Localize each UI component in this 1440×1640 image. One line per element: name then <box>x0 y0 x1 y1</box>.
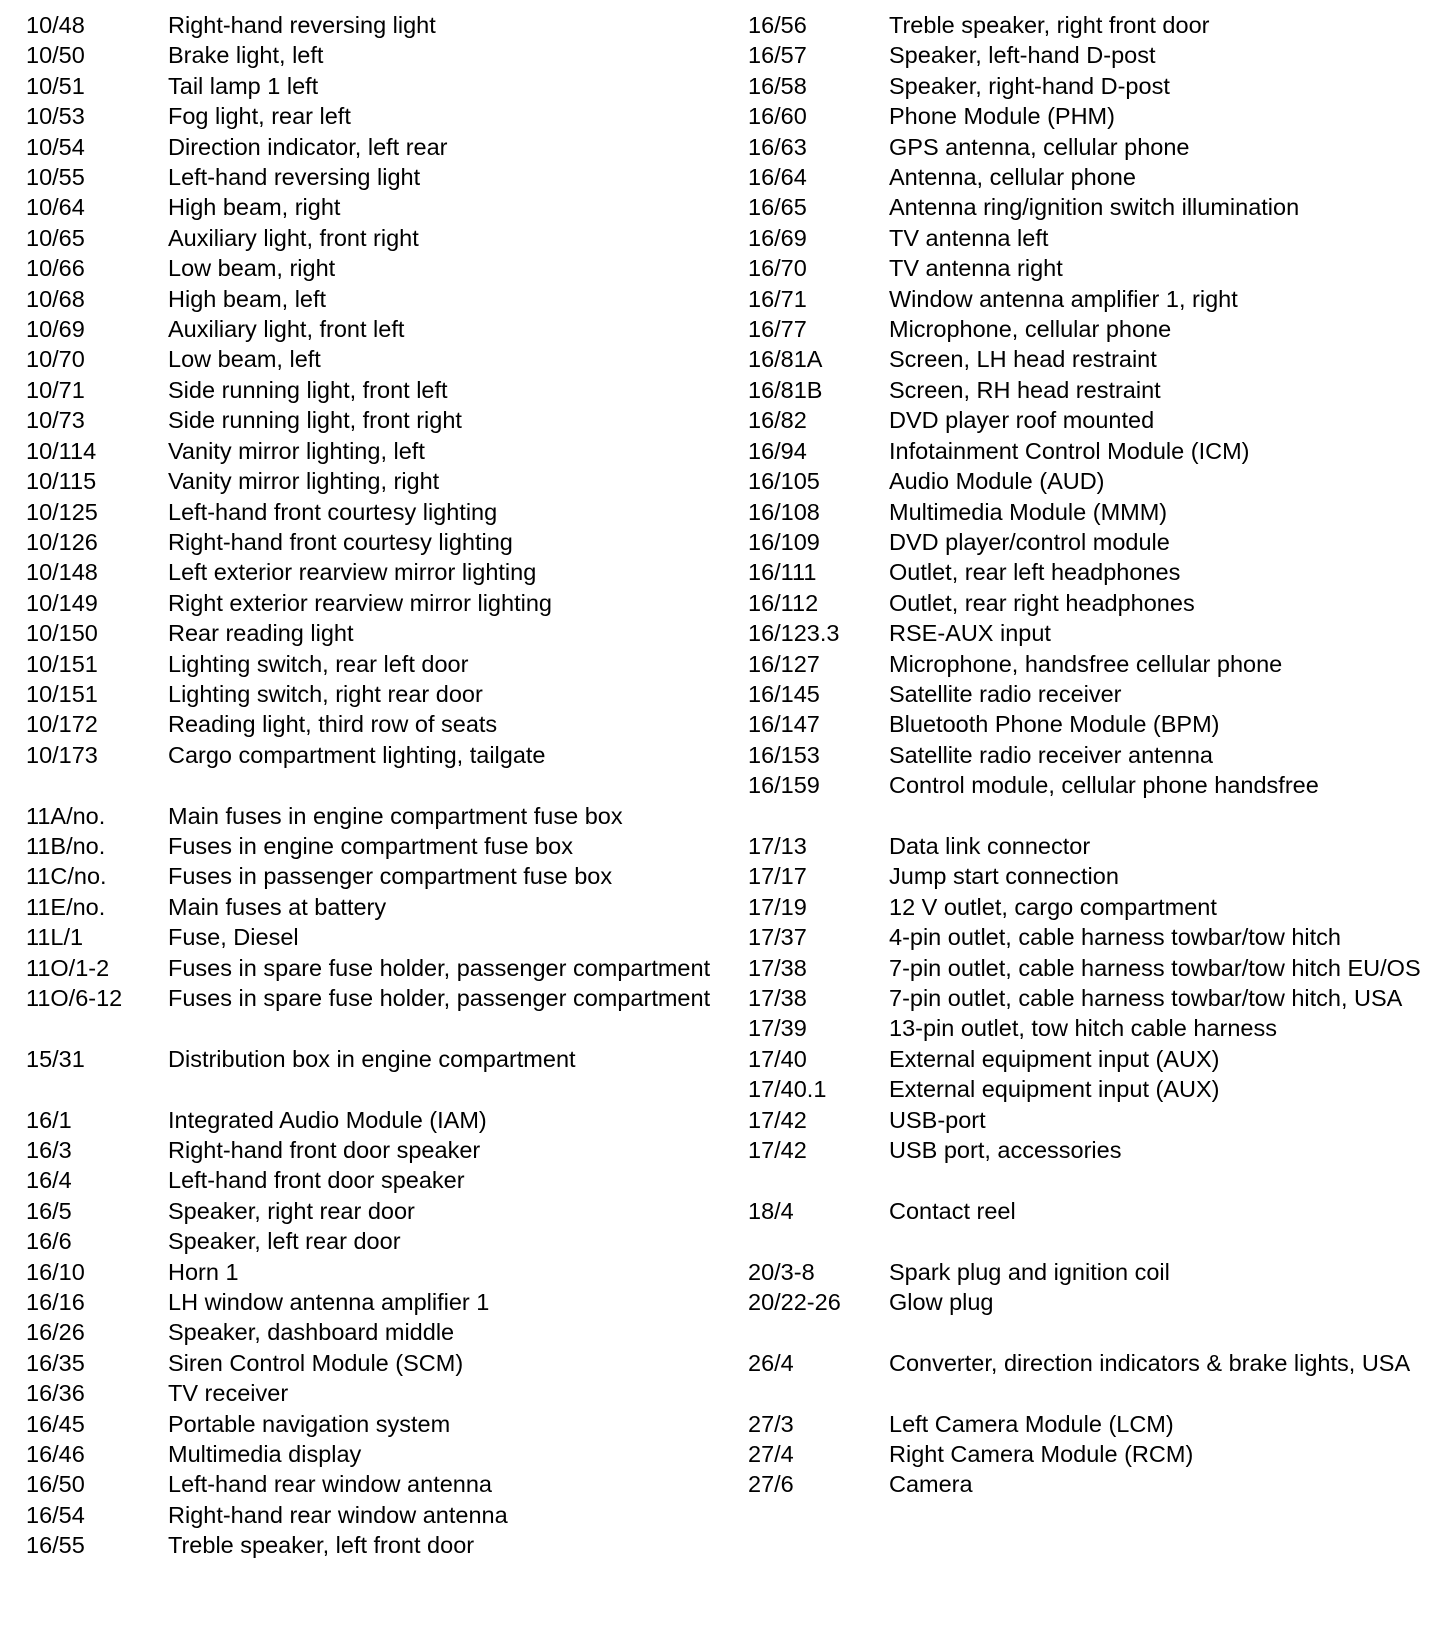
component-code: 17/38 <box>748 984 807 1011</box>
component-description: Fuse, Diesel <box>168 924 299 951</box>
component-entry <box>26 1135 726 1165</box>
component-description: Siren Control Module (SCM) <box>168 1349 464 1376</box>
component-code: 16/58 <box>748 72 807 99</box>
component-entry <box>26 192 726 222</box>
component-code: 17/40.1 <box>748 1076 827 1103</box>
component-code: 17/42 <box>748 1106 807 1133</box>
component-entry <box>26 344 726 374</box>
component-description: Fuses in engine compartment fuse box <box>168 832 573 859</box>
component-code: 10/69 <box>26 316 85 343</box>
component-description: External equipment input (AUX) <box>889 1045 1220 1072</box>
component-code: 16/81A <box>748 346 823 373</box>
component-code: 10/150 <box>26 620 98 647</box>
component-code: 16/10 <box>26 1258 85 1285</box>
component-entry <box>26 132 726 162</box>
component-entry <box>748 344 1428 374</box>
component-entry <box>748 1469 1428 1499</box>
component-entry <box>26 101 726 131</box>
component-description: Right-hand front courtesy lighting <box>168 528 513 555</box>
component-code: 16/145 <box>748 680 820 707</box>
section-spacer <box>748 801 1428 831</box>
component-entry <box>748 1196 1428 1226</box>
component-description: Right exterior rearview mirror lighting <box>168 589 552 616</box>
component-code: 17/39 <box>748 1015 807 1042</box>
component-code: 16/6 <box>26 1228 72 1255</box>
component-code: 16/71 <box>748 285 807 312</box>
component-description: USB port, accessories <box>889 1137 1122 1164</box>
component-entry <box>26 1378 726 1408</box>
component-description: Low beam, right <box>168 255 336 282</box>
component-code: 20/3-8 <box>748 1258 815 1285</box>
component-code: 16/147 <box>748 711 820 738</box>
component-code: 10/172 <box>26 711 98 738</box>
component-description: Side running light, front left <box>168 376 448 403</box>
section-spacer <box>748 1226 1428 1256</box>
component-entry <box>748 861 1428 891</box>
component-description: Speaker, left-hand D-post <box>889 42 1156 69</box>
component-entry <box>26 861 726 891</box>
component-entry <box>748 71 1428 101</box>
component-entry <box>748 40 1428 70</box>
component-code: 16/77 <box>748 316 807 343</box>
component-code: 16/45 <box>26 1410 85 1437</box>
component-code: 10/173 <box>26 741 98 768</box>
component-description: Microphone, cellular phone <box>889 316 1172 343</box>
component-code: 10/151 <box>26 650 98 677</box>
component-description: Treble speaker, right front door <box>889 12 1210 38</box>
component-code: 16/70 <box>748 255 807 282</box>
component-description: 7-pin outlet, cable harness towbar/tow hitch, USA <box>889 984 1403 1011</box>
component-entry <box>26 618 726 648</box>
component-code: 17/13 <box>748 832 807 859</box>
component-entry <box>748 223 1428 253</box>
component-description: Speaker, right rear door <box>168 1197 415 1224</box>
component-code: 16/3 <box>26 1136 72 1163</box>
component-description: 12 V outlet, cargo compartment <box>889 893 1217 920</box>
component-code: 16/64 <box>748 164 807 191</box>
component-entry <box>26 466 726 496</box>
component-description: 13-pin outlet, tow hitch cable harness <box>889 1015 1277 1042</box>
component-description: Contact reel <box>889 1197 1016 1224</box>
component-code: 16/111 <box>748 559 817 586</box>
section-spacer <box>26 1013 726 1043</box>
component-entry <box>748 10 1428 40</box>
component-code: 16/153 <box>748 741 820 768</box>
component-code: 10/71 <box>26 376 85 403</box>
component-description: 4-pin outlet, cable harness towbar/tow hitch <box>889 924 1341 951</box>
component-entry <box>26 405 726 435</box>
component-entry <box>26 1469 726 1499</box>
component-code: 16/65 <box>748 194 807 221</box>
component-description: High beam, right <box>168 194 341 221</box>
component-code: 16/159 <box>748 772 820 799</box>
component-code: 17/19 <box>748 893 807 920</box>
component-code: 16/57 <box>748 42 807 69</box>
component-entry <box>26 162 726 192</box>
component-description: Screen, LH head restraint <box>889 346 1157 373</box>
component-description: Low beam, left <box>168 346 321 373</box>
section-spacer <box>26 1074 726 1104</box>
component-entry <box>26 1044 726 1074</box>
component-entry <box>748 1409 1428 1439</box>
component-code: 10/54 <box>26 133 85 160</box>
component-description: Speaker, dashboard middle <box>168 1319 455 1346</box>
component-entry <box>748 892 1428 922</box>
component-code: 16/63 <box>748 133 807 160</box>
component-description: High beam, left <box>168 285 327 312</box>
component-code: 16/82 <box>748 407 807 434</box>
component-description: TV antenna right <box>889 255 1063 282</box>
component-description: External equipment input (AUX) <box>889 1076 1220 1103</box>
component-entry <box>748 101 1428 131</box>
component-entry <box>26 709 726 739</box>
component-code: 17/38 <box>748 954 807 981</box>
component-entry <box>748 314 1428 344</box>
component-description: Bluetooth Phone Module (BPM) <box>889 711 1220 738</box>
component-code: 11O/6-12 <box>26 984 123 1011</box>
component-entry <box>26 1257 726 1287</box>
component-description: Speaker, left rear door <box>168 1228 401 1255</box>
component-entry <box>748 709 1428 739</box>
component-code: 26/4 <box>748 1349 794 1376</box>
component-description: Vanity mirror lighting, left <box>168 437 425 464</box>
component-code: 10/53 <box>26 103 85 130</box>
component-description: Jump start connection <box>889 863 1119 890</box>
component-code: 11E/no. <box>26 893 106 920</box>
component-code: 16/46 <box>26 1441 85 1468</box>
component-code: 11A/no. <box>26 802 106 829</box>
component-code: 10/70 <box>26 346 85 373</box>
component-entry <box>26 1196 726 1226</box>
component-description: Multimedia display <box>168 1441 362 1468</box>
component-code: 10/64 <box>26 194 85 221</box>
component-entry <box>748 1287 1428 1317</box>
component-description: Lighting switch, rear left door <box>168 650 469 677</box>
component-code: 16/35 <box>26 1349 85 1376</box>
component-entry <box>748 618 1428 648</box>
component-code: 27/6 <box>748 1471 794 1498</box>
component-code: 10/151 <box>26 680 98 707</box>
left-column <box>26 10 726 1561</box>
component-entry <box>26 953 726 983</box>
component-entry <box>748 649 1428 679</box>
component-entry <box>748 1348 1428 1378</box>
component-description: Converter, direction indicators & brake lights, USA <box>889 1349 1411 1376</box>
component-code: 17/17 <box>748 863 807 890</box>
component-description: Left-hand reversing light <box>168 164 421 191</box>
component-description: Right-hand reversing light <box>168 12 436 38</box>
component-code: 10/126 <box>26 528 98 555</box>
component-description: RSE-AUX input <box>889 620 1051 647</box>
component-code: 10/149 <box>26 589 98 616</box>
component-description: Main fuses in engine compartment fuse box <box>168 802 623 829</box>
component-description: Integrated Audio Module (IAM) <box>168 1106 487 1133</box>
component-description: GPS antenna, cellular phone <box>889 133 1190 160</box>
component-entry <box>26 284 726 314</box>
component-entry <box>26 223 726 253</box>
component-description: Infotainment Control Module (ICM) <box>889 437 1250 464</box>
component-description: TV receiver <box>168 1380 289 1407</box>
component-entry <box>26 314 726 344</box>
component-code: 10/73 <box>26 407 85 434</box>
component-description: Camera <box>889 1471 973 1498</box>
component-entry <box>26 1409 726 1439</box>
component-entry <box>748 162 1428 192</box>
component-entry <box>748 1135 1428 1165</box>
component-code: 27/3 <box>748 1410 794 1437</box>
component-code: 16/5 <box>26 1197 72 1224</box>
component-entry <box>748 922 1428 952</box>
component-code: 10/148 <box>26 559 98 586</box>
component-code: 10/65 <box>26 224 85 251</box>
component-code: 20/22-26 <box>748 1289 841 1316</box>
component-entry <box>26 831 726 861</box>
component-description: Multimedia Module (MMM) <box>889 498 1168 525</box>
component-code: 10/66 <box>26 255 85 282</box>
component-entry <box>748 132 1428 162</box>
component-code: 10/51 <box>26 72 85 99</box>
component-description: 7-pin outlet, cable harness towbar/tow hitch EU/OS <box>889 954 1421 981</box>
component-code: 17/37 <box>748 924 807 951</box>
component-entry <box>26 40 726 70</box>
component-entry <box>748 588 1428 618</box>
component-entry <box>26 679 726 709</box>
component-code: 16/105 <box>748 468 820 495</box>
component-description: Auxiliary light, front right <box>168 224 419 251</box>
component-description: Right-hand front door speaker <box>168 1136 481 1163</box>
component-code: 10/115 <box>26 468 97 495</box>
component-code: 17/42 <box>748 1137 807 1164</box>
section-spacer <box>26 770 726 800</box>
component-code: 27/4 <box>748 1441 794 1468</box>
component-code: 18/4 <box>748 1197 794 1224</box>
component-description: Right Camera Module (RCM) <box>889 1441 1194 1468</box>
component-code: 11O/1-2 <box>26 954 110 981</box>
component-description: Phone Module (PHM) <box>889 103 1115 130</box>
component-code: 16/1 <box>26 1106 72 1133</box>
component-code: 16/123.3 <box>748 620 840 647</box>
component-code: 11B/no. <box>26 832 106 859</box>
component-entry <box>26 801 726 831</box>
component-code: 16/54 <box>26 1501 85 1528</box>
component-description: Direction indicator, left rear <box>168 133 448 160</box>
component-entry <box>748 497 1428 527</box>
component-description: Left-hand rear window antenna <box>168 1471 492 1498</box>
component-description: Fuses in spare fuse holder, passenger compartment <box>168 954 711 981</box>
component-entry <box>748 1105 1428 1135</box>
component-description: Main fuses at battery <box>168 893 387 920</box>
component-entry <box>26 1439 726 1469</box>
component-description: Fuses in passenger compartment fuse box <box>168 863 613 890</box>
component-code: 10/55 <box>26 164 85 191</box>
component-entry <box>26 983 726 1013</box>
component-entry <box>26 1287 726 1317</box>
component-entry <box>748 253 1428 283</box>
component-entry <box>26 497 726 527</box>
component-code: 16/56 <box>748 12 807 38</box>
component-code: 16/60 <box>748 103 807 130</box>
component-entry <box>748 679 1428 709</box>
component-entry <box>748 953 1428 983</box>
section-spacer <box>748 1165 1428 1195</box>
component-description: Control module, cellular phone handsfree <box>889 772 1319 799</box>
component-description: Treble speaker, left front door <box>168 1532 475 1559</box>
component-entry <box>748 831 1428 861</box>
component-description: Cargo compartment lighting, tailgate <box>168 741 546 768</box>
component-description: Antenna, cellular phone <box>889 164 1136 191</box>
component-entry <box>748 436 1428 466</box>
section-spacer <box>748 1378 1428 1408</box>
component-entry <box>26 10 726 40</box>
component-description: LH window antenna amplifier 1 <box>168 1289 490 1316</box>
component-entry <box>26 375 726 405</box>
component-code: 11C/no. <box>26 863 107 890</box>
component-description: DVD player/control module <box>889 528 1170 555</box>
component-entry <box>748 284 1428 314</box>
component-description: Lighting switch, right rear door <box>168 680 483 707</box>
component-entry <box>748 192 1428 222</box>
right-column <box>748 10 1428 1500</box>
component-description: Fuses in spare fuse holder, passenger compartment <box>168 984 711 1011</box>
component-entry <box>748 1074 1428 1104</box>
component-entry <box>748 375 1428 405</box>
component-code: 17/40 <box>748 1045 807 1072</box>
component-entry <box>26 71 726 101</box>
component-description: Data link connector <box>889 832 1091 859</box>
component-code: 10/125 <box>26 498 98 525</box>
component-entry <box>748 405 1428 435</box>
component-description: Outlet, rear left headphones <box>889 559 1181 586</box>
component-code: 16/127 <box>748 650 820 677</box>
component-code: 16/69 <box>748 224 807 251</box>
component-entry <box>26 922 726 952</box>
component-description: DVD player roof mounted <box>889 407 1155 434</box>
component-entry <box>26 1530 726 1560</box>
component-entry <box>26 588 726 618</box>
component-code: 16/16 <box>26 1289 85 1316</box>
component-code: 16/112 <box>748 589 819 616</box>
component-description: Glow plug <box>889 1289 994 1316</box>
component-description: Auxiliary light, front left <box>168 316 405 343</box>
component-entry <box>748 1439 1428 1469</box>
component-entry <box>26 649 726 679</box>
component-description: TV antenna left <box>889 224 1049 251</box>
component-description: Window antenna amplifier 1, right <box>889 285 1238 312</box>
component-entry <box>26 1105 726 1135</box>
component-code: 16/109 <box>748 528 820 555</box>
component-code: 16/55 <box>26 1532 85 1559</box>
component-entry <box>26 253 726 283</box>
component-description: Satellite radio receiver <box>889 680 1122 707</box>
component-code: 10/114 <box>26 437 97 464</box>
component-description: Brake light, left <box>168 42 324 69</box>
component-code: 11L/1 <box>26 924 84 951</box>
component-entry <box>26 1500 726 1530</box>
component-description: USB-port <box>889 1106 986 1133</box>
component-entry <box>748 527 1428 557</box>
component-entry <box>26 1317 726 1347</box>
component-description: Antenna ring/ignition switch illumination <box>889 194 1300 221</box>
component-description: Audio Module (AUD) <box>889 468 1105 495</box>
component-description: Right-hand rear window antenna <box>168 1501 508 1528</box>
component-description: Portable navigation system <box>168 1410 451 1437</box>
component-description: Speaker, right-hand D-post <box>889 72 1170 99</box>
component-code: 16/4 <box>26 1167 72 1194</box>
component-description: Screen, RH head restraint <box>889 376 1161 403</box>
component-description: Reading light, third row of seats <box>168 711 498 738</box>
component-description: Horn 1 <box>168 1258 239 1285</box>
component-entry <box>26 436 726 466</box>
component-description: Left exterior rearview mirror lighting <box>168 559 537 586</box>
component-code: 16/108 <box>748 498 820 525</box>
component-description: Fog light, rear left <box>168 103 351 130</box>
component-description: Left Camera Module (LCM) <box>889 1410 1174 1437</box>
component-entry <box>748 557 1428 587</box>
component-description: Microphone, handsfree cellular phone <box>889 650 1283 677</box>
component-code: 10/68 <box>26 285 85 312</box>
component-entry <box>26 740 726 770</box>
component-entry <box>748 1044 1428 1074</box>
component-description: Spark plug and ignition coil <box>889 1258 1170 1285</box>
component-entry <box>748 740 1428 770</box>
component-description: Distribution box in engine compartment <box>168 1045 576 1072</box>
component-code: 16/36 <box>26 1380 85 1407</box>
component-code: 16/94 <box>748 437 807 464</box>
component-entry <box>748 983 1428 1013</box>
component-entry <box>26 527 726 557</box>
component-description: Left-hand front courtesy lighting <box>168 498 498 525</box>
component-code: 16/50 <box>26 1471 85 1498</box>
component-entry <box>748 770 1428 800</box>
component-entry <box>748 1257 1428 1287</box>
component-description: Side running light, front right <box>168 407 462 434</box>
component-code: 16/26 <box>26 1319 85 1346</box>
component-code: 10/50 <box>26 42 85 69</box>
component-description: Left-hand front door speaker <box>168 1167 465 1194</box>
component-code: 15/31 <box>26 1045 85 1072</box>
component-code: 16/81B <box>748 376 823 403</box>
component-description: Tail lamp 1 left <box>168 72 319 99</box>
component-entry <box>26 1348 726 1378</box>
section-spacer <box>748 1317 1428 1347</box>
component-description: Outlet, rear right headphones <box>889 589 1195 616</box>
component-description: Vanity mirror lighting, right <box>168 468 440 495</box>
component-entry <box>26 892 726 922</box>
component-entry <box>26 1165 726 1195</box>
component-description: Rear reading light <box>168 620 354 647</box>
component-entry <box>26 1226 726 1256</box>
component-entry <box>748 466 1428 496</box>
component-entry <box>26 557 726 587</box>
component-entry <box>748 1013 1428 1043</box>
component-code: 10/48 <box>26 12 85 38</box>
component-description: Satellite radio receiver antenna <box>889 741 1213 768</box>
